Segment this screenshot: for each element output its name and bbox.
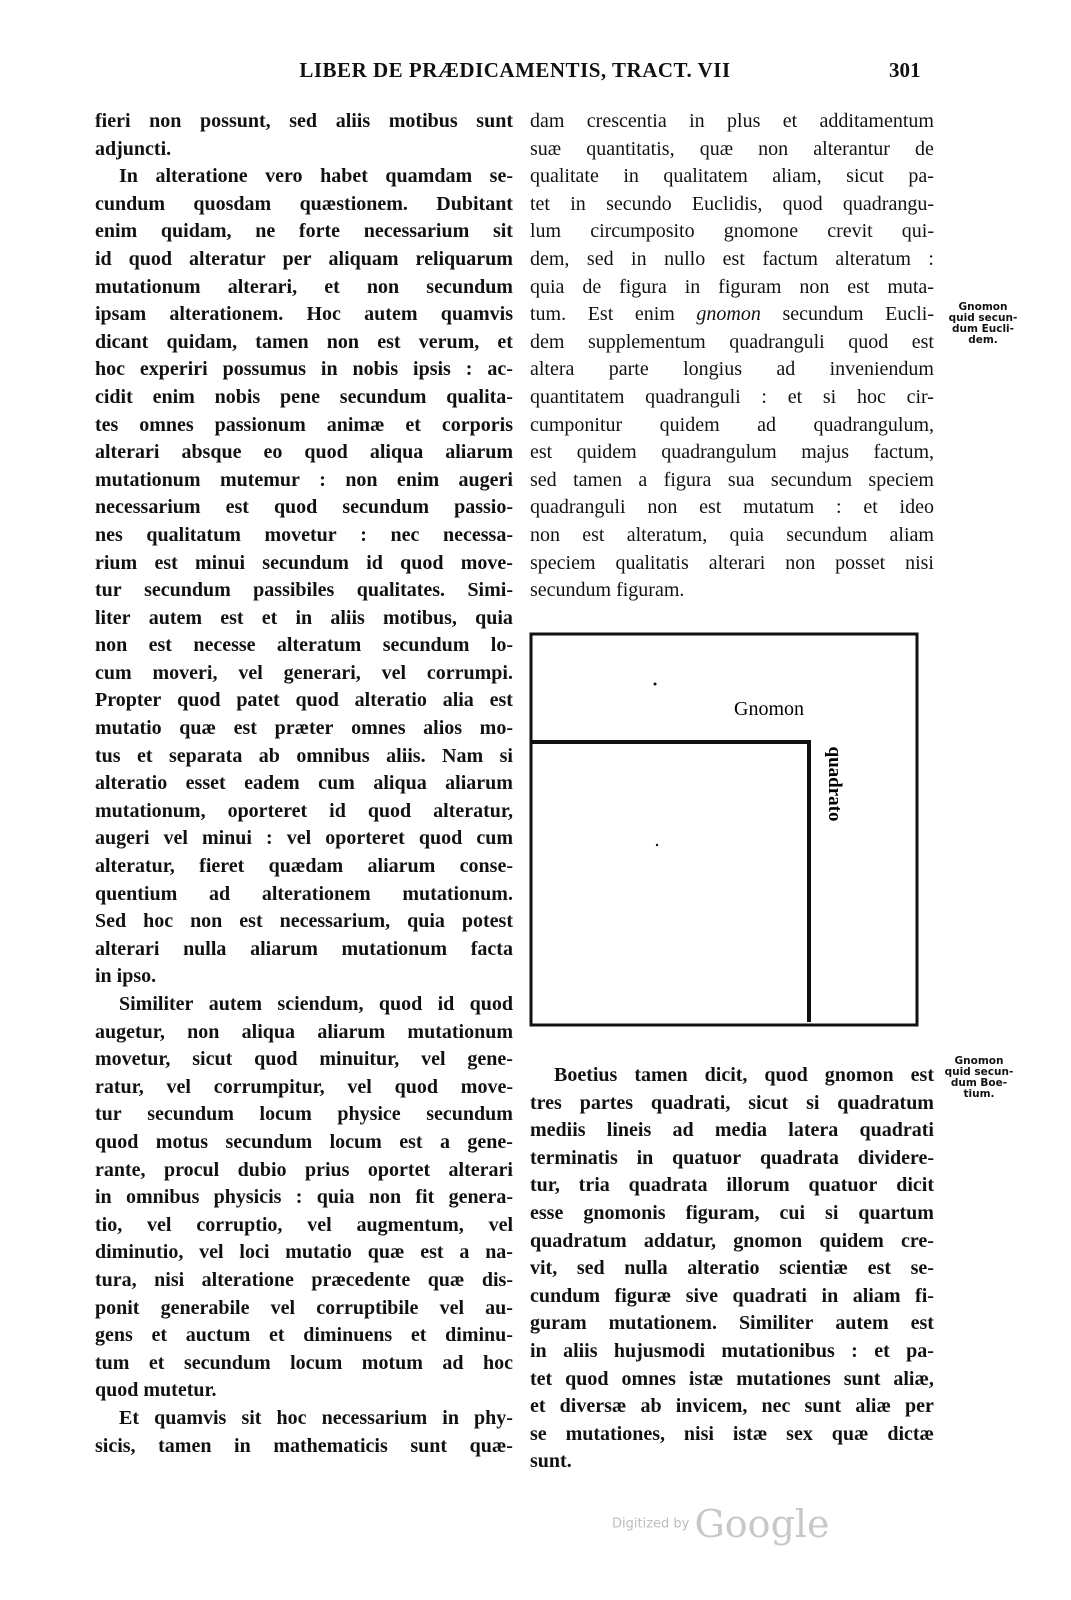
text-line: quadranguli non est mutatum : et ideo <box>530 496 934 519</box>
text-line: non est alteratum, quia secundum aliam <box>530 523 934 546</box>
margin-note-line: dum Boe- <box>950 1077 1008 1089</box>
text-line: dem, sed in nullo est factum alteratum : <box>530 247 934 270</box>
text-line: augetur, non aliqua aliarum mutationum <box>95 1020 513 1043</box>
margin-note-euclid <box>935 302 1031 346</box>
margin-note-line: tium. <box>963 1088 995 1100</box>
text-line: movetur, sicut quod minuitur, vel gene- <box>95 1048 513 1071</box>
text-line: Et quamvis sit hoc necessarium in phy- <box>119 1406 513 1429</box>
text-line: id quod alteratur per aliquam reliquarum <box>95 247 513 270</box>
text-line: ipsam alterationem. Hoc autem quamvis <box>95 303 513 326</box>
text-line: tres partes quadrati, sicut si quadratum <box>530 1091 934 1114</box>
text-line: se mutationes, nisi istæ sex quæ dictæ <box>530 1422 934 1445</box>
text-line: cundum figuræ sive quadrati in aliam fi- <box>530 1284 934 1307</box>
text-line: suæ quantitatis, quæ non alterantur de <box>530 137 934 160</box>
text-line: dem supplementum quadranguli quod est <box>530 330 934 353</box>
text-line: terminatis in quatuor quadrata dividere- <box>530 1146 934 1169</box>
text-line: mutationum alterari, et non secundum <box>95 275 513 298</box>
text-line: altera parte longius ad inveniendum <box>530 358 934 381</box>
text-line: tio, vel corruptio, vel augmentum, vel <box>95 1213 513 1236</box>
text-line: tum et secundum locum motum ad hoc <box>95 1351 513 1374</box>
figure-outer-square <box>531 634 917 1025</box>
text-line: cum moveri, vel generari, vel corrumpi. <box>95 661 513 684</box>
text-line: mediis lineis ad media latera quadrati <box>530 1119 934 1142</box>
text-line: secundum figuram. <box>530 579 685 602</box>
text-line: speciem qualitatis alterari non posset nisi <box>530 551 934 574</box>
text-line: ratur, vel corrumpitur, vel quod move- <box>95 1075 513 1098</box>
figure-dot <box>656 844 658 846</box>
text-line: non est necesse alteratum secundum lo- <box>95 634 513 657</box>
text-line: tes omnes passionum animæ et corporis <box>95 413 513 436</box>
text-line: Propter quod patet quod alteratio alia est <box>95 689 513 712</box>
text-line: rium est minui secundum id quod move- <box>95 551 513 574</box>
text-line: alterari nulla aliarum mutationum facta <box>95 937 513 960</box>
text-line: quod motus secundum locum est a gene- <box>95 1130 513 1153</box>
text-line: liter autem est et in aliis motibus, quia <box>95 606 513 629</box>
text-line: In alteratione vero habet quamdam se- <box>119 165 513 188</box>
text-line: adjuncti. <box>95 137 172 160</box>
text-line: guram mutationem. Similiter autem est <box>530 1312 934 1335</box>
figure-dot <box>654 683 657 686</box>
quadrato-label: quadrato <box>824 746 845 822</box>
text-line: enim quidam, ne forte necessarium sit <box>95 220 513 243</box>
text-line: quod mutetur. <box>95 1379 217 1402</box>
text-line: gens et auctum et diminuens et diminu- <box>95 1324 513 1347</box>
text-line: diminutio, vel loci mutatio quæ est a na- <box>95 1241 513 1264</box>
gnomon-label: Gnomon <box>734 698 804 720</box>
text-line: et diversæ ab invicem, nec sunt aliæ per <box>530 1395 934 1418</box>
margin-note-line: Gnomon <box>958 301 1008 313</box>
text-line: tur, tria quadrata illorum quatuor dicit <box>530 1174 934 1197</box>
text-line: vit, sed nulla alteratio scientiæ est se- <box>530 1257 934 1280</box>
page-number: 301 <box>889 58 921 82</box>
text-line: sunt. <box>530 1450 572 1473</box>
text-line: in aliis hujusmodi mutationibus : et pa- <box>530 1339 934 1362</box>
text-line: in ipso. <box>95 965 157 988</box>
text-line: quadratum addatur, gnomon quidem cre- <box>530 1229 934 1252</box>
text-line: esse gnomonis figuram, cui si quartum <box>530 1201 934 1224</box>
text-line: mutationum mutemur : non enim augeri <box>95 468 513 491</box>
text-line: tum. Est enim gnomon secundum Eucli- <box>530 303 934 326</box>
text-line: cumponitur quidem ad quadrangulum, <box>530 413 934 436</box>
text-line: hoc experiri possumus in nobis ipsis : ac- <box>95 358 513 381</box>
text-line: est quidem quadrangulum majus factum, <box>530 441 934 464</box>
text-line: tur secundum locum physice secundum <box>95 1103 513 1126</box>
text-line: fieri non possunt, sed aliis motibus sunt <box>95 110 513 132</box>
margin-note-line: Gnomon <box>954 1055 1004 1067</box>
digitized-watermark <box>612 1502 830 1546</box>
figure-gnomon-inner-line <box>531 742 809 1022</box>
text-line: tet quod omnes istæ mutationes sunt aliæ, <box>530 1367 934 1390</box>
margin-note-line: dem. <box>968 334 998 346</box>
text-line: cidit enim nobis pene secundum qualita- <box>95 385 513 408</box>
margin-note-line: dum Eucli- <box>951 323 1014 335</box>
text-line: dam crescentia in plus et additamentum <box>530 110 934 132</box>
text-line: quantitatem quadranguli : et si hoc cir- <box>530 385 934 408</box>
text-line: alterari absque eo quod aliqua aliarum <box>95 441 513 464</box>
text-line: cundum quosdam quæstionem. Dubitant <box>95 192 513 215</box>
text-line: ponit generabile vel corruptibile vel au- <box>95 1296 513 1319</box>
text-line: dicant quidam, tamen non est verum, et <box>95 330 513 353</box>
text-line: sed tamen a figura sua secundum speciem <box>530 468 934 491</box>
text-line: mutationum, oporteret id quod alteratur, <box>95 799 513 822</box>
text-line: quentium ad alterationem mutationum. <box>95 882 513 905</box>
text-line: Sed hoc non est necessarium, quia potest <box>95 910 513 933</box>
text-line: sicis, tamen in mathematicis sunt quæ- <box>95 1434 513 1457</box>
digitized-by-text: Digitized by <box>612 1516 690 1532</box>
margin-note-line: quid secun- <box>944 1066 1014 1078</box>
text-line: tet in secundo Euclidis, quod quadrangu- <box>530 192 934 215</box>
text-line: qualitate in qualitatem aliam, sicut pa- <box>530 165 934 188</box>
margin-note-boetius <box>936 1056 1022 1100</box>
text-line: tura, nisi alteratione præcedente quæ dis- <box>95 1268 513 1291</box>
margin-note-line: quid secun- <box>948 312 1018 324</box>
text-line: in omnibus physicis : quia non fit genera- <box>95 1186 513 1209</box>
google-logo: Google <box>694 1502 830 1546</box>
text-line: rante, procul dubio prius oportet alterari <box>95 1158 513 1181</box>
text-line: augeri vel minui : vel oporteret quod cum <box>95 827 513 850</box>
text-line: nes qualitatum movetur : nec necessa- <box>95 523 513 546</box>
text-line: tur secundum passibiles qualitates. Simi- <box>95 579 513 602</box>
text-line: lum circumposito gnomone crevit qui- <box>530 220 934 243</box>
right-column-bottom <box>530 1062 934 1476</box>
text-line: tus et separata ab omnibus aliis. Nam si <box>95 744 513 767</box>
text-line: mutatio quæ est præter omnes alios mo- <box>95 717 513 740</box>
text-line: alteratio esset eadem cum aliqua aliarum <box>95 772 513 795</box>
running-title: LIBER DE PRÆDICAMENTIS, TRACT. VII <box>299 58 731 82</box>
right-column-top <box>530 108 934 605</box>
text-line: Similiter autem sciendum, quod id quod <box>119 993 513 1015</box>
text-line: Boetius tamen dicit, quod gnomon est <box>554 1064 934 1086</box>
text-line: quia de figura in figuram non est muta- <box>530 275 934 298</box>
left-column <box>95 108 513 1460</box>
text-line: necessarium est quod secundum passio- <box>95 496 513 519</box>
gnomon-figure <box>529 632 943 1030</box>
text-line: alteratur, fieret quædam aliarum conse- <box>95 855 513 878</box>
